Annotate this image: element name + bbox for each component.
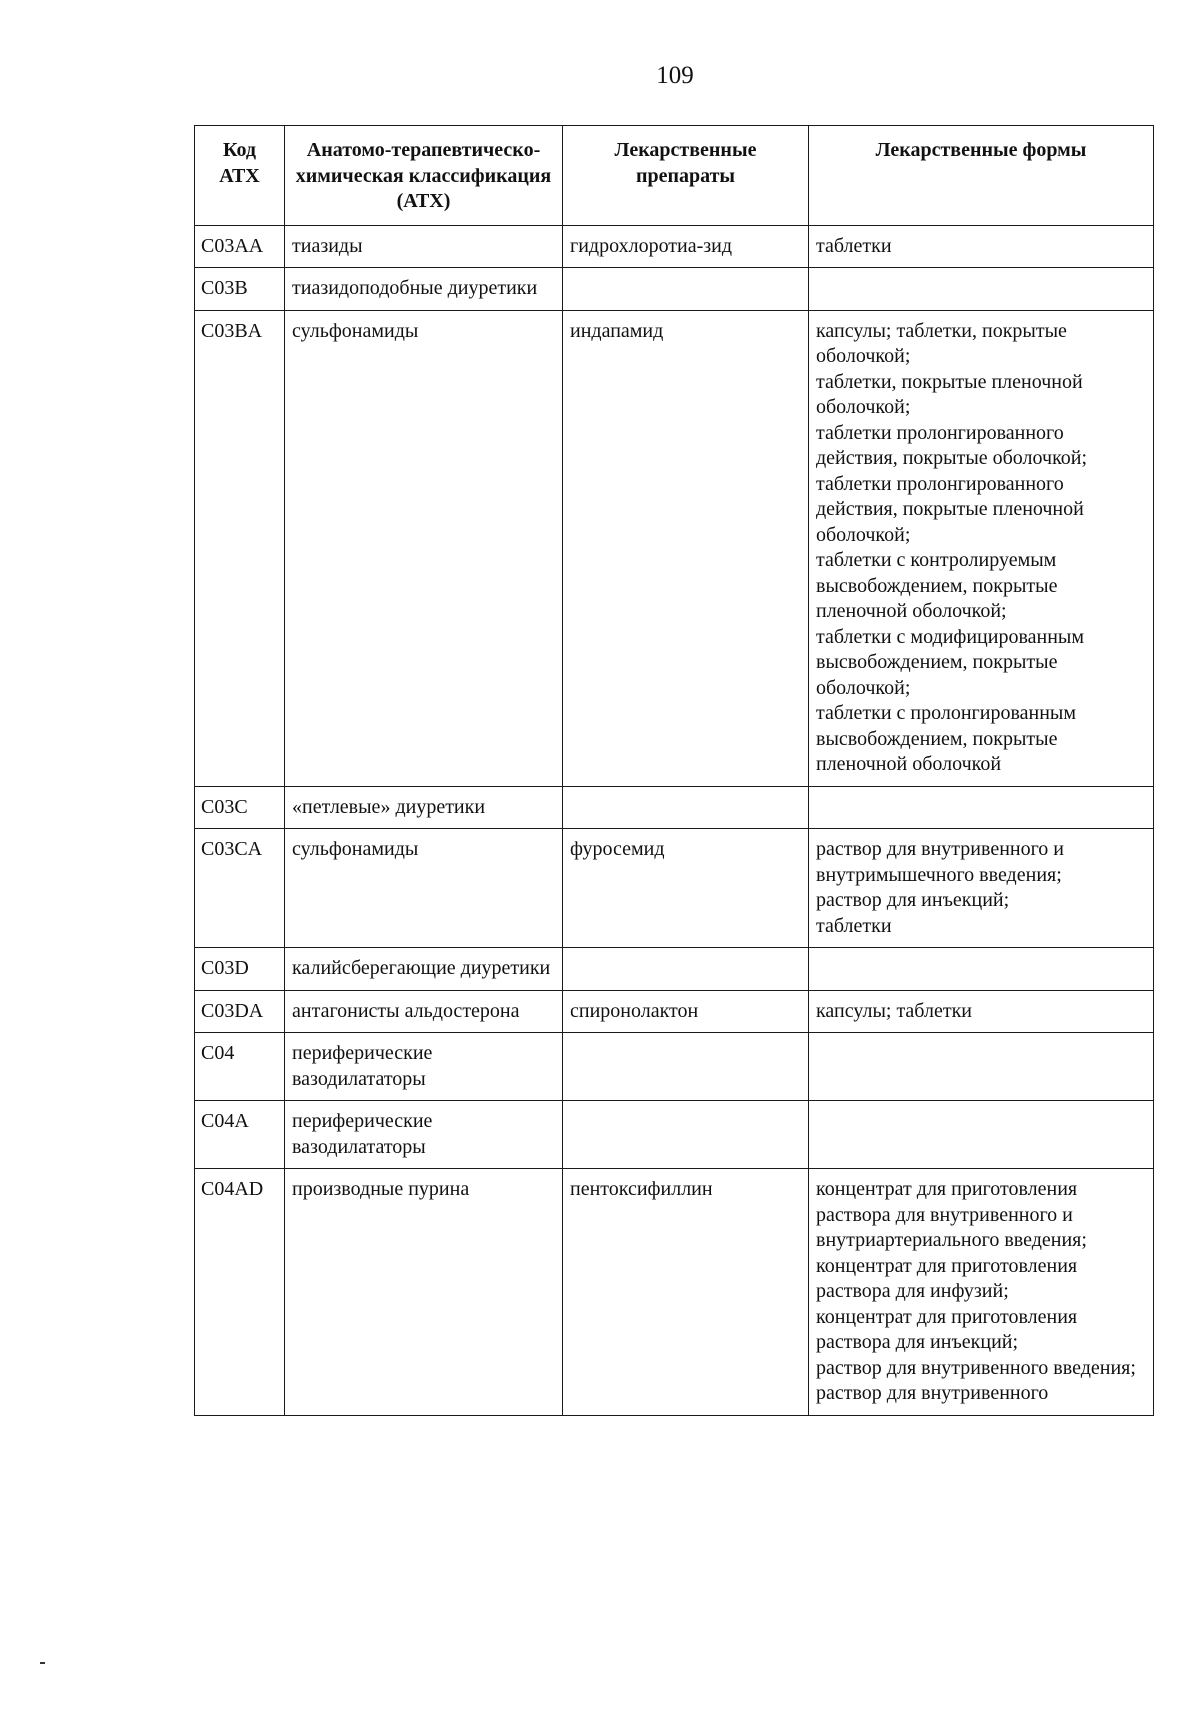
dosage-form-item: таблетки пролонгированного действия, покрытые пленочной оболочкой; xyxy=(816,472,1084,546)
row-forms xyxy=(809,829,1154,948)
table-header xyxy=(195,126,1154,226)
row-code: C03B xyxy=(195,268,285,311)
row-drug: спиронолактон xyxy=(563,990,809,1033)
row-forms xyxy=(809,948,1154,991)
row-code: C03BA xyxy=(195,310,285,786)
row-classification: периферические вазодилататоры xyxy=(285,1033,563,1101)
row-forms xyxy=(809,786,1154,829)
header-drugs: Лекарственные препараты xyxy=(563,126,809,226)
row-drug xyxy=(563,1101,809,1169)
table-row xyxy=(195,948,1154,991)
row-forms xyxy=(809,990,1154,1033)
dosage-form-item: концентрат для приготовления раствора для инъекций; xyxy=(816,1305,1078,1353)
table-row xyxy=(195,225,1154,268)
page-number: 109 xyxy=(656,62,694,89)
row-code: C03CA xyxy=(195,829,285,948)
table-body xyxy=(195,225,1154,1415)
header-row xyxy=(195,126,1154,226)
row-code: C04A xyxy=(195,1101,285,1169)
row-forms xyxy=(809,268,1154,311)
dosage-form-item: таблетки с контролируемым высвобождением, покрытые пленочной оболочкой; xyxy=(816,549,1058,622)
row-classification: производные пурина xyxy=(285,1169,563,1416)
row-code: C03DA xyxy=(195,990,285,1033)
row-drug xyxy=(563,786,809,829)
row-forms xyxy=(809,310,1154,786)
row-classification: «петлевые» диуретики xyxy=(285,786,563,829)
row-forms xyxy=(809,1033,1154,1101)
row-drug xyxy=(563,1033,809,1101)
row-code: C04AD xyxy=(195,1169,285,1416)
table-row xyxy=(195,1169,1154,1416)
dosage-form-item: таблетки с модифицированным высвобождением, покрытые оболочкой; xyxy=(816,625,1085,699)
dosage-form-item: раствор для внутривенного введения; xyxy=(816,1356,1136,1379)
row-drug: пентоксифиллин xyxy=(563,1169,809,1416)
table-row xyxy=(195,990,1154,1033)
dosage-form-item: раствор для инъекций; xyxy=(816,889,1010,911)
atc-drug-table xyxy=(194,125,1154,1416)
dosage-form-item: капсулы; таблетки xyxy=(816,999,972,1022)
row-code: C04 xyxy=(195,1033,285,1101)
row-classification: периферические вазодилататоры xyxy=(285,1101,563,1169)
header-forms: Лекарственные формы xyxy=(809,126,1154,226)
dosage-form-item: концентрат для приготовления раствора для инфузий; xyxy=(816,1254,1078,1302)
dosage-form-item: таблетки xyxy=(816,914,892,937)
row-classification: тиазидоподобные диуретики xyxy=(285,268,563,311)
dosage-form-item: раствор для внутривенного xyxy=(816,1382,1049,1404)
row-classification: сульфонамиды xyxy=(285,829,563,948)
header-classification: Анатомо-терапевтическо-химическая классификация (АТХ) xyxy=(285,126,563,226)
row-code: C03D xyxy=(195,948,285,991)
row-code: C03AA xyxy=(195,225,285,268)
row-classification: тиазиды xyxy=(285,225,563,268)
row-drug: индапамид xyxy=(563,310,809,786)
dosage-form-item: концентрат для приготовления раствора для внутривенного и внутриартериального введения; xyxy=(816,1178,1087,1251)
row-classification: антагонисты альдостерона xyxy=(285,990,563,1033)
table-row xyxy=(195,786,1154,829)
dosage-form-item: капсулы; таблетки, покрытые оболочкой; xyxy=(816,319,1067,367)
row-forms xyxy=(809,1169,1154,1416)
row-forms xyxy=(809,1101,1154,1169)
dosage-form-item: раствор для внутривенного и внутримышечного введения; xyxy=(816,838,1065,886)
scan-artifact-mark xyxy=(40,1662,45,1664)
row-classification: калийсберегающие диуретики xyxy=(285,948,563,991)
table-row xyxy=(195,829,1154,948)
row-classification: сульфонамиды xyxy=(285,310,563,786)
table-row xyxy=(195,1101,1154,1169)
table-row xyxy=(195,310,1154,786)
row-forms xyxy=(809,225,1154,268)
row-drug: гидрохлоротиа-зид xyxy=(563,225,809,268)
row-code: C03C xyxy=(195,786,285,829)
row-drug: фуросемид xyxy=(563,829,809,948)
table-row xyxy=(195,1033,1154,1101)
dosage-form-item: таблетки с пролонгированным высвобождением, покрытые пленочной оболочкой xyxy=(816,702,1077,775)
table-row xyxy=(195,268,1154,311)
dosage-form-item: таблетки xyxy=(816,234,892,257)
row-drug xyxy=(563,948,809,991)
dosage-form-item: таблетки пролонгированного действия, покрытые оболочкой; xyxy=(816,421,1088,469)
header-code: Код АТХ xyxy=(195,126,285,226)
row-drug xyxy=(563,268,809,311)
dosage-form-item: таблетки, покрытые пленочной оболочкой; xyxy=(816,370,1083,418)
